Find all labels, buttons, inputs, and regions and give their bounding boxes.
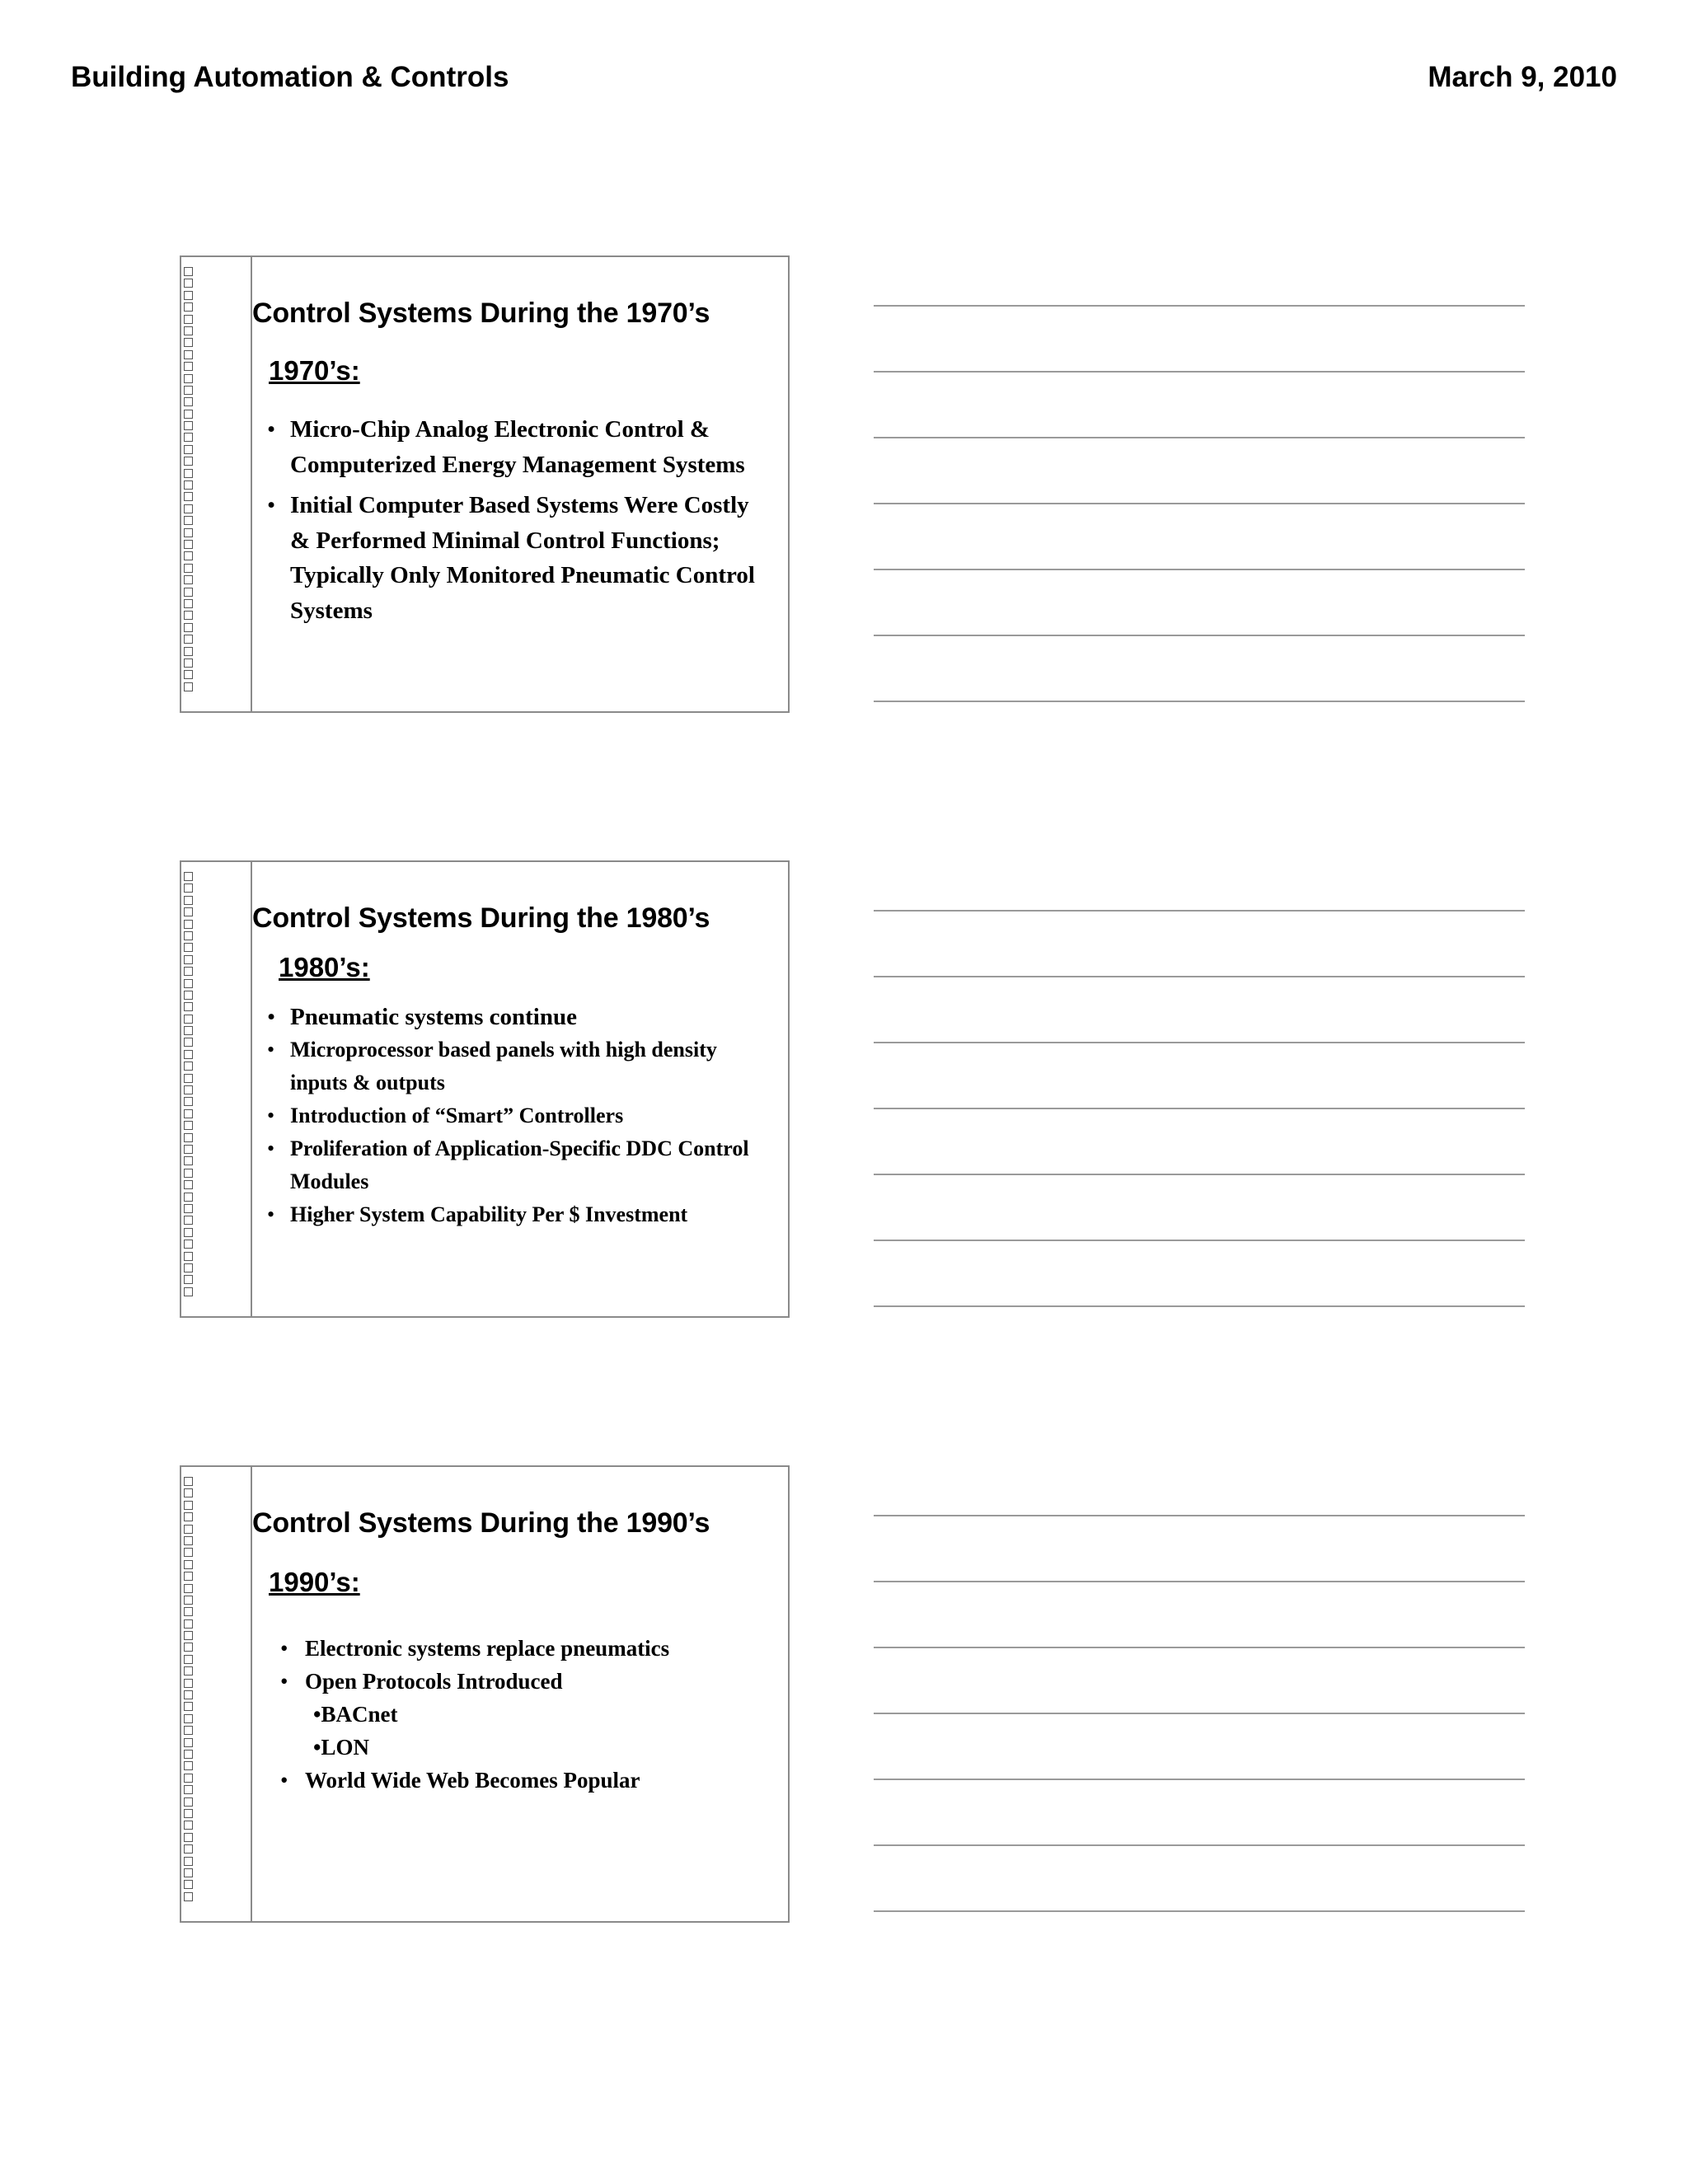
note-line [874, 635, 1525, 636]
note-line [874, 976, 1525, 977]
strip-box [184, 564, 193, 573]
strip-box [184, 1857, 193, 1866]
bullet-item: • Proliferation of Application-Specific DDC Control Modules [267, 1132, 762, 1198]
strip-box [184, 1156, 193, 1165]
strip-box [184, 1892, 193, 1901]
strip-box [184, 883, 193, 893]
bullet-item: • Pneumatic systems continue [267, 1001, 762, 1033]
strip-box [184, 1062, 193, 1071]
bullet-item: • Open Protocols Introduced [280, 1665, 758, 1698]
handout-row-3 [0, 1465, 1688, 1927]
strip-box [184, 575, 193, 584]
bullet-item: • Electronic systems replace pneumatics [280, 1632, 758, 1665]
strip-box [184, 1536, 193, 1545]
strip-box [184, 1133, 193, 1142]
strip-box [184, 658, 193, 668]
strip-box [184, 410, 193, 419]
strip-box [184, 1619, 193, 1629]
strip-box [184, 350, 193, 359]
strip-box [184, 1690, 193, 1699]
strip-box [184, 302, 193, 312]
strip-box [184, 267, 193, 276]
strip-box [184, 991, 193, 1000]
note-line [874, 1910, 1525, 1912]
strip-box [184, 1761, 193, 1770]
bullet-item: • Introduction of “Smart” Controllers [267, 1099, 762, 1132]
strip-checkbox-column [184, 267, 197, 694]
strip-box [184, 492, 193, 501]
page-header [71, 61, 1617, 102]
note-line [874, 1581, 1525, 1582]
strip-box [184, 1252, 193, 1261]
strip-box [184, 315, 193, 324]
strip-box [184, 279, 193, 288]
strip-box [184, 1679, 193, 1688]
strip-box [184, 920, 193, 929]
strip-box [184, 1774, 193, 1783]
strip-box [184, 1263, 193, 1272]
sub-bullet-item: •BACnet [313, 1702, 398, 1727]
strip-box [184, 1204, 193, 1213]
strip-box [184, 551, 193, 560]
slide-thumbnail-2 [180, 860, 790, 1318]
strip-box [184, 291, 193, 300]
strip-box [184, 1880, 193, 1889]
notes-lines [874, 255, 1525, 713]
bullet-item: • Micro-Chip Analog Electronic Control & Computerized Energy Management Systems [267, 412, 762, 482]
strip-box [184, 1631, 193, 1640]
note-line [874, 305, 1525, 307]
slide-thumbnail-1 [180, 255, 790, 713]
strip-box [184, 1038, 193, 1047]
note-line [874, 1515, 1525, 1516]
strip-box [184, 1797, 193, 1807]
strip-box [184, 1477, 193, 1486]
strip-box [184, 670, 193, 679]
document-date: March 9, 2010 [1428, 61, 1617, 93]
bullet-item: • Initial Computer Based Systems Were Costly & Performed Minimal Control Functions; Typically Only Monitored Pneumatic Control Systems [267, 488, 762, 628]
bullet-list [267, 1001, 762, 1231]
strip-box [184, 1643, 193, 1652]
strip-box [184, 1287, 193, 1296]
strip-box [184, 362, 193, 371]
note-line [874, 371, 1525, 373]
strip-box [184, 1145, 193, 1154]
strip-box [184, 967, 193, 976]
strip-box [184, 1596, 193, 1605]
slide-title: Control Systems During the 1970’s [252, 298, 710, 329]
handout-row-2 [0, 860, 1688, 1322]
strip-box [184, 1785, 193, 1794]
strip-box [184, 1750, 193, 1759]
strip-box [184, 1097, 193, 1106]
notes-lines [874, 1465, 1525, 1923]
bullet-list [267, 412, 762, 634]
strip-box [184, 647, 193, 656]
strip-box [184, 635, 193, 644]
strip-box [184, 528, 193, 537]
note-line [874, 1240, 1525, 1241]
strip-box [184, 338, 193, 347]
handout-row-1 [0, 255, 1688, 717]
strip-box [184, 504, 193, 513]
strip-checkbox-column [184, 1477, 197, 1904]
strip-box [184, 1666, 193, 1675]
strip-box [184, 1572, 193, 1581]
strip-box [184, 1002, 193, 1011]
note-line [874, 1844, 1525, 1846]
sub-bullet-item: •LON [313, 1735, 369, 1760]
strip-box [184, 1525, 193, 1534]
bullet-item: • Higher System Capability Per $ Investment [267, 1198, 762, 1231]
slide-side-strip [181, 862, 252, 1316]
strip-box [184, 374, 193, 383]
strip-box [184, 1726, 193, 1735]
strip-box [184, 516, 193, 525]
strip-box [184, 599, 193, 608]
slide-title: Control Systems During the 1980’s [252, 902, 710, 934]
note-line [874, 1174, 1525, 1175]
strip-box [184, 1512, 193, 1521]
notes-lines [874, 860, 1525, 1318]
strip-box [184, 1026, 193, 1035]
note-line [874, 1713, 1525, 1714]
slide-subtitle: 1970’s: [269, 355, 360, 386]
strip-box [184, 1738, 193, 1747]
note-line [874, 701, 1525, 702]
slide-side-strip [181, 257, 252, 711]
note-line [874, 1042, 1525, 1043]
note-line [874, 569, 1525, 570]
strip-box [184, 1809, 193, 1818]
strip-box [184, 955, 193, 964]
strip-box [184, 1015, 193, 1024]
strip-box [184, 1548, 193, 1557]
strip-box [184, 1488, 193, 1497]
strip-box [184, 1050, 193, 1059]
slide-side-strip [181, 1467, 252, 1921]
strip-box [184, 682, 193, 691]
strip-box [184, 979, 193, 988]
strip-box [184, 1180, 193, 1189]
strip-box [184, 540, 193, 549]
strip-box [184, 1193, 193, 1202]
strip-box [184, 386, 193, 395]
strip-box [184, 1655, 193, 1664]
strip-box [184, 1607, 193, 1616]
note-line [874, 1647, 1525, 1648]
slide-subtitle: 1980’s: [279, 952, 370, 982]
strip-box [184, 931, 193, 940]
bullet-item: • World Wide Web Becomes Popular [280, 1764, 758, 1797]
strip-box [184, 611, 193, 620]
strip-box [184, 588, 193, 597]
strip-box [184, 1109, 193, 1118]
strip-box [184, 1714, 193, 1723]
strip-box [184, 1074, 193, 1083]
bullet-item: • Microprocessor based panels with high density inputs & outputs [267, 1033, 762, 1099]
note-line [874, 1305, 1525, 1307]
slide-thumbnail-3 [180, 1465, 790, 1923]
strip-box [184, 1584, 193, 1593]
strip-box [184, 1821, 193, 1830]
strip-box [184, 1501, 193, 1510]
strip-box [184, 469, 193, 478]
note-line [874, 910, 1525, 912]
strip-box [184, 896, 193, 905]
strip-box [184, 1844, 193, 1854]
strip-box [184, 457, 193, 466]
strip-box [184, 907, 193, 916]
strip-box [184, 1240, 193, 1249]
strip-box [184, 1702, 193, 1711]
note-line [874, 503, 1525, 504]
strip-box [184, 326, 193, 335]
note-line [874, 437, 1525, 438]
strip-box [184, 1169, 193, 1178]
strip-box [184, 872, 193, 881]
slide-subtitle: 1990’s: [269, 1567, 360, 1597]
strip-box [184, 1121, 193, 1130]
bullet-list [280, 1632, 758, 1797]
strip-box [184, 397, 193, 406]
strip-box [184, 1275, 193, 1284]
strip-box [184, 1085, 193, 1094]
strip-box [184, 1833, 193, 1842]
strip-box [184, 433, 193, 442]
strip-box [184, 445, 193, 454]
strip-box [184, 1560, 193, 1569]
note-line [874, 1779, 1525, 1780]
strip-box [184, 421, 193, 430]
strip-box [184, 623, 193, 632]
strip-box [184, 943, 193, 952]
strip-box [184, 1216, 193, 1225]
document-title: Building Automation & Controls [71, 61, 509, 93]
strip-checkbox-column [184, 872, 197, 1299]
slide-title: Control Systems During the 1990’s [252, 1507, 710, 1539]
strip-box [184, 480, 193, 490]
strip-box [184, 1228, 193, 1237]
strip-box [184, 1868, 193, 1877]
note-line [874, 1108, 1525, 1109]
